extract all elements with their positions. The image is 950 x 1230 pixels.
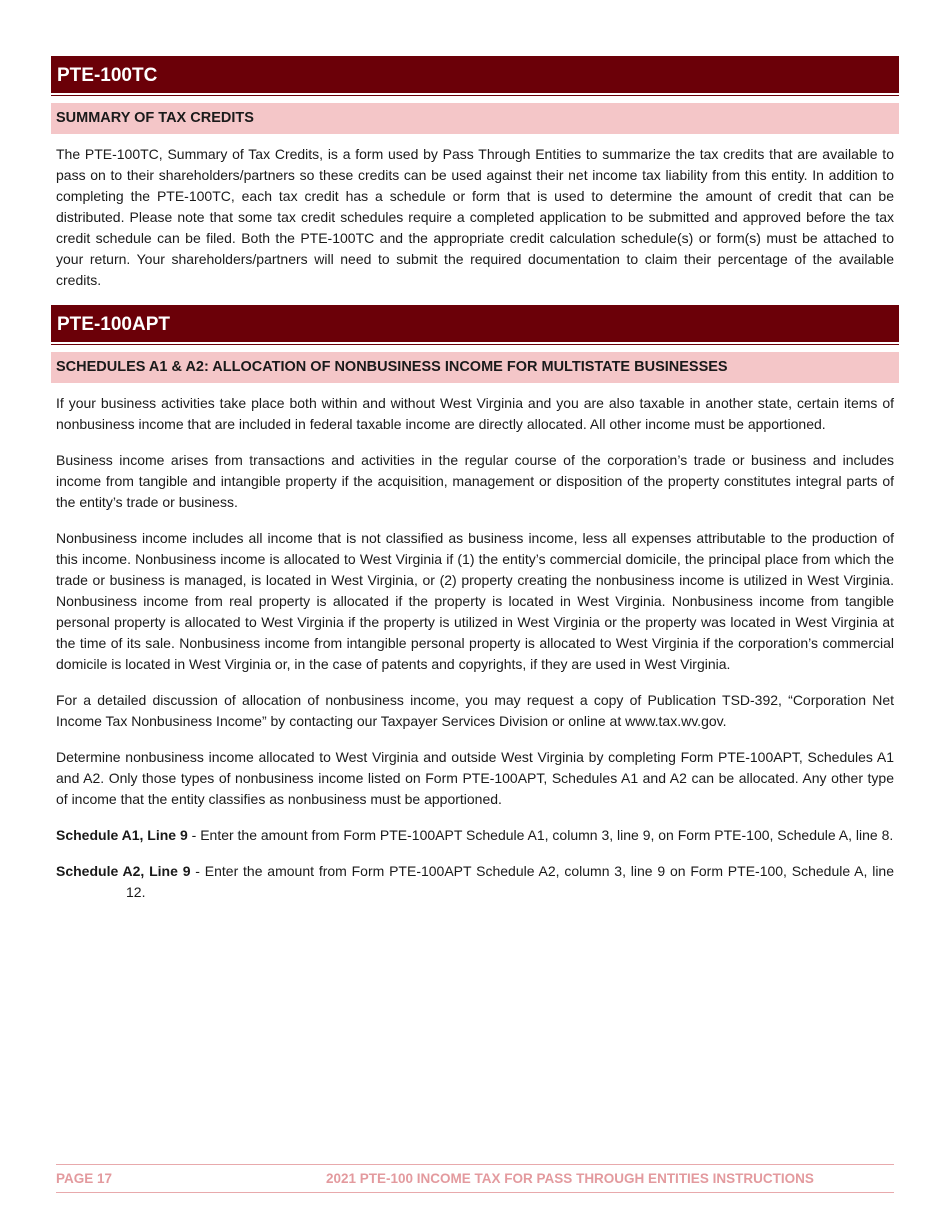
paragraph: Determine nonbusiness income allocated to West Virginia and outside West Virginia by completing Form PTE-100APT, Schedules A1 and A2. Only those types of nonbusiness income listed on Form PTE-100APT, Schedules A1 and A2 can be allocated. Any other type of income that the entity classifies as nonbusiness must be apportioned. [56, 749, 894, 807]
paragraph: Nonbusiness income includes all income that is not classified as business income, less all expenses attributable to the production of this income. Nonbusiness income is allocated to West Virginia if (1) the entity’s commercial domicile, the principal place from which the trade or business is managed, is located in West Virginia, or (2) property creating the nonbusiness income is utilized in West Virginia. Nonbusiness income from real property is allocated if the property is located in West Virginia. Nonbusiness income from tangible personal property is allocated to West Virginia if the property is utilized in West Virginia or the property was located in West Virginia at the time of its sale. Nonbusiness income from intangible personal property is allocated to West Virginia if the corporation’s commercial domicile is located in West Virginia or, in the case of patents and copyrights, if they are used in West Virginia. [56, 530, 894, 672]
paragraph: If your business activities take place both within and without West Virginia and you are also taxable in another state, certain items of nonbusiness income that are included in federal taxable income are directly allocated. All other income must be apportioned. [56, 395, 894, 432]
page-number: PAGE 17 [56, 1171, 113, 1186]
instruction-label: Schedule A1, Line 9 [56, 827, 188, 843]
instruction-text: - Enter the amount from Form PTE-100APT Schedule A1, column 3, line 9, on Form PTE-100, Schedule A, line 8. [187, 827, 894, 843]
paragraph: For a detailed discussion of allocation of nonbusiness income, you may request a copy of Publication TSD-392, “Corporation Net Income Tax Nonbusiness Income” by contacting our Taxpayer Services Division or online at www.tax.wv.gov. [56, 692, 894, 729]
instruction-schedule-a1 [51, 825, 899, 846]
document-body [51, 56, 899, 903]
section-subtitle-summary-of-tax-credits: SUMMARY OF TAX CREDITS [51, 103, 899, 134]
footer-title: 2021 PTE-100 INCOME TAX FOR PASS THROUGH ENTITIES INSTRUCTIONS [326, 1171, 814, 1186]
instruction-label: Schedule A2, Line 9 [56, 863, 191, 879]
paragraph: Business income arises from transactions and activities in the regular course of the corporation’s trade or business and includes income from tangible and intangible property if the acquisition, management or disposition of the property constitutes integral parts of the entity’s trade or business. [56, 452, 894, 510]
paragraph: The PTE-100TC, Summary of Tax Credits, is a form used by Pass Through Entities to summarize the tax credits that are available to pass on to their shareholders/partners so these credits can be used against their net income tax liability from this entity. In addition to completing the PTE-100TC, each tax credit has a schedule or form that is used to determine the amount of credit that can be distributed. Please note that some tax credit schedules require a completed application to be submitted and approved before the tax credit schedule can be filed. Both the PTE-100TC and the appropriate credit calculation schedule(s) or form(s) must be attached to your return. Your shareholders/partners will need to submit the required documentation to claim their percentage of the available credits. [56, 146, 894, 288]
section-title-pte-100tc: PTE-100TC [51, 56, 899, 95]
instruction-text: - Enter the amount from Form PTE-100APT Schedule A2, column 3, line 9 on Form PTE-100, Schedule A, line 12. [126, 863, 894, 900]
section-title-pte-100apt: PTE-100APT [51, 305, 899, 344]
section-subtitle-schedules-a1-a2: SCHEDULES A1 & A2: ALLOCATION OF NONBUSINESS INCOME FOR MULTISTATE BUSINESSES [51, 352, 899, 383]
page-footer [56, 1164, 894, 1193]
instruction-schedule-a2 [51, 861, 899, 903]
